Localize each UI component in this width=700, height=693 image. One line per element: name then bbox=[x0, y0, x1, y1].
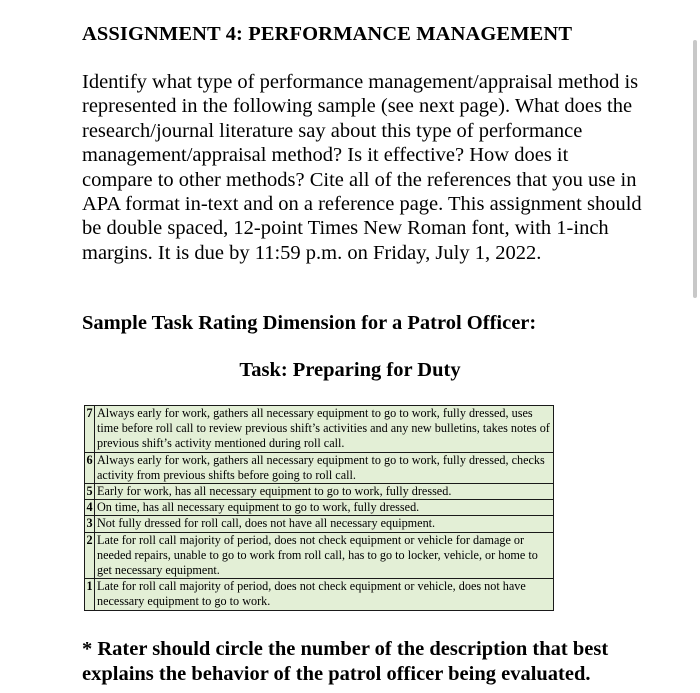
rating-number: 5 bbox=[86, 484, 93, 499]
assignment-instructions: Identify what type of performance management/appraisal method is represented in the following sample (see next page). What does the research/journal literature say about this type of performance management/appraisal method? Is it effective? How does it compare to other methods? Cite all of the references that you use in APA format in-text and on a reference page. This assignment should be double spaced, 12-point Times New Roman font, with 1-inch margins. It is due by 11:59 p.m. on Friday, July 1, 2022. bbox=[82, 71, 642, 264]
assignment-heading: ASSIGNMENT 4: PERFORMANCE MANAGEMENT bbox=[82, 23, 573, 45]
rating-description: Not fully dressed for roll call, does not have all necessary equipment. bbox=[95, 516, 554, 532]
sample-subheading: Sample Task Rating Dimension for a Patrol Officer: bbox=[82, 312, 537, 334]
task-title: Task: Preparing for Duty bbox=[239, 359, 461, 381]
rating-description: Late for roll call majority of period, does not check equipment or vehicle, does not have necessary equipment to go to work. bbox=[95, 579, 554, 610]
rating-description: Early for work, has all necessary equipment to go to work, fully dressed. bbox=[95, 484, 554, 500]
rating-number: 2 bbox=[85, 532, 95, 579]
rating-number: 1 bbox=[85, 579, 95, 610]
rating-row bbox=[85, 406, 554, 453]
rating-description: Always early for work, gathers all necessary equipment to go to work, fully dressed, checks activity from previous shifts before going to roll call. bbox=[95, 452, 554, 483]
rating-row bbox=[85, 516, 554, 532]
rater-footnote: * Rater should circle the number of the description that best explains the behavior of the patrol officer being evaluated. bbox=[82, 638, 609, 685]
rating-description: On time, has all necessary equipment to go to work, fully dressed. bbox=[95, 500, 554, 516]
vertical-scrollbar[interactable] bbox=[693, 40, 697, 298]
rating-row bbox=[85, 532, 554, 579]
rating-number: 6 bbox=[85, 452, 95, 483]
rating-number: 3 bbox=[86, 516, 93, 531]
rating-row bbox=[85, 452, 554, 483]
rating-description: Always early for work, gathers all necessary equipment to go to work, fully dressed, uses time before roll call to review previous shift’s activities and any new bulletins, takes notes of previous shift’s activity mentioned during roll call. bbox=[95, 406, 554, 453]
rating-row bbox=[85, 484, 554, 500]
rating-number: 7 bbox=[85, 406, 95, 453]
rating-description: Late for roll call majority of period, does not check equipment or vehicle for damage or needed repairs, unable to go to work from roll call, has to go to locker, vehicle, or home to get necessary equipment. bbox=[95, 532, 554, 579]
rating-row bbox=[85, 500, 554, 516]
rating-scale-table bbox=[84, 405, 554, 611]
rating-number: 4 bbox=[86, 500, 93, 515]
rating-row bbox=[85, 579, 554, 610]
